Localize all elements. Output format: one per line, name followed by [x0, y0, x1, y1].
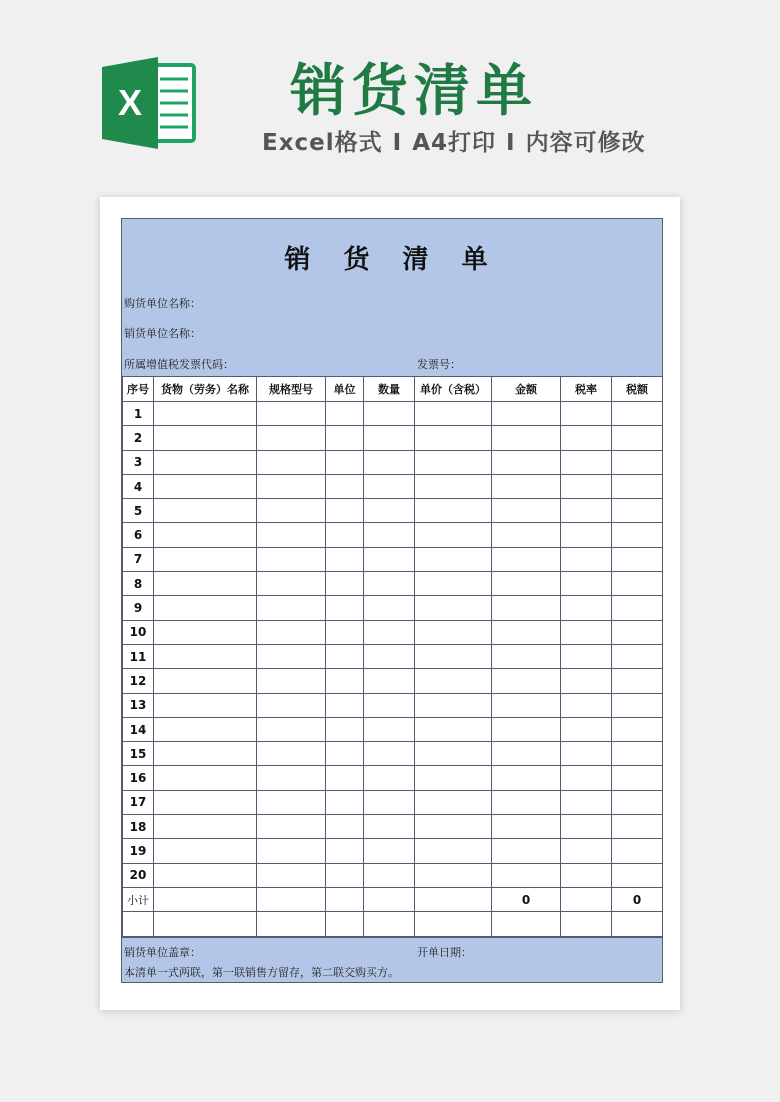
table-cell[interactable]: [364, 596, 415, 620]
table-cell[interactable]: [492, 912, 561, 936]
table-cell[interactable]: [257, 499, 326, 523]
table-cell[interactable]: [364, 815, 415, 839]
table-cell[interactable]: [154, 572, 257, 596]
table-cell[interactable]: [364, 839, 415, 863]
table-cell[interactable]: [561, 572, 612, 596]
table-cell[interactable]: [415, 450, 492, 474]
table-cell[interactable]: [154, 426, 257, 450]
table-cell[interactable]: [612, 790, 663, 814]
table-cell[interactable]: [612, 766, 663, 790]
table-cell[interactable]: [561, 547, 612, 571]
table-cell[interactable]: [257, 766, 326, 790]
table-cell[interactable]: [364, 644, 415, 668]
table-cell[interactable]: [364, 790, 415, 814]
table-cell[interactable]: [612, 596, 663, 620]
table-cell[interactable]: [492, 572, 561, 596]
document-preview: [100, 197, 680, 1010]
table-cell[interactable]: [492, 426, 561, 450]
table-cell[interactable]: [561, 717, 612, 741]
table-cell[interactable]: [123, 912, 154, 936]
table-cell[interactable]: [561, 887, 612, 911]
table-cell[interactable]: [415, 912, 492, 936]
table-cell[interactable]: [154, 450, 257, 474]
logo-letter: X: [117, 82, 143, 123]
table-row: [123, 717, 663, 741]
invoice-number-label: 发票号：: [417, 358, 461, 371]
table-cell[interactable]: [326, 499, 364, 523]
table-row: [123, 474, 663, 498]
row-number: 20: [123, 863, 154, 887]
column-header-unit: 单位: [326, 377, 364, 402]
table-cell[interactable]: [612, 742, 663, 766]
table-cell[interactable]: [415, 402, 492, 426]
table-cell[interactable]: [154, 766, 257, 790]
table-cell[interactable]: [257, 644, 326, 668]
table-cell[interactable]: [257, 669, 326, 693]
subtitle-separator: I: [506, 130, 516, 156]
table-cell[interactable]: [364, 474, 415, 498]
table-cell[interactable]: [492, 596, 561, 620]
table-cell[interactable]: [364, 717, 415, 741]
goods-table: [122, 376, 663, 937]
table-cell[interactable]: [415, 766, 492, 790]
table-cell[interactable]: [612, 474, 663, 498]
table-cell[interactable]: [257, 887, 326, 911]
table-cell[interactable]: [415, 572, 492, 596]
table-cell[interactable]: [415, 499, 492, 523]
table-cell[interactable]: [561, 912, 612, 936]
table-cell[interactable]: [326, 572, 364, 596]
table-cell[interactable]: [612, 839, 663, 863]
subtitle-separator: I: [392, 130, 403, 156]
row-number: 14: [123, 717, 154, 741]
table-cell[interactable]: [492, 693, 561, 717]
row-number: 1: [123, 402, 154, 426]
table-cell[interactable]: [154, 912, 257, 936]
row-number: 16: [123, 766, 154, 790]
table-cell[interactable]: [492, 402, 561, 426]
table-cell[interactable]: [257, 742, 326, 766]
table-cell[interactable]: [154, 717, 257, 741]
table-cell[interactable]: [561, 839, 612, 863]
seal-label: 销货单位盖章：: [124, 946, 201, 959]
row-number: 5: [123, 499, 154, 523]
table-row: [123, 596, 663, 620]
table-cell[interactable]: [612, 815, 663, 839]
table-cell[interactable]: [326, 766, 364, 790]
form-footer: [122, 937, 662, 982]
table-cell[interactable]: [326, 863, 364, 887]
row-number: 8: [123, 572, 154, 596]
table-cell[interactable]: [154, 474, 257, 498]
row-number: 15: [123, 742, 154, 766]
table-cell[interactable]: [154, 863, 257, 887]
issue-date-label: 开单日期：: [417, 946, 472, 959]
table-cell[interactable]: [326, 790, 364, 814]
table-cell[interactable]: [561, 474, 612, 498]
table-cell[interactable]: [612, 426, 663, 450]
table-row: [123, 620, 663, 644]
table-cell[interactable]: [326, 693, 364, 717]
table-cell[interactable]: [492, 863, 561, 887]
subtotal-tax[interactable]: 0: [612, 887, 663, 911]
table-cell[interactable]: [257, 572, 326, 596]
table-cell[interactable]: [492, 742, 561, 766]
table-cell[interactable]: [612, 499, 663, 523]
table-row: [123, 572, 663, 596]
table-cell[interactable]: [257, 912, 326, 936]
table-cell[interactable]: [326, 547, 364, 571]
table-cell[interactable]: [326, 912, 364, 936]
column-header-quantity: 数量: [364, 377, 415, 402]
table-cell[interactable]: [561, 426, 612, 450]
table-cell[interactable]: [415, 547, 492, 571]
table-cell[interactable]: [326, 644, 364, 668]
table-cell[interactable]: [154, 693, 257, 717]
table-cell[interactable]: [415, 790, 492, 814]
table-cell[interactable]: [612, 572, 663, 596]
table-row: [123, 450, 663, 474]
table-cell[interactable]: [257, 790, 326, 814]
table-cell[interactable]: [326, 523, 364, 547]
table-cell[interactable]: [154, 887, 257, 911]
row-number: 10: [123, 620, 154, 644]
table-cell[interactable]: [415, 474, 492, 498]
column-header-tax-amount: 税额: [612, 377, 663, 402]
column-header-amount: 金额: [492, 377, 561, 402]
copies-note: 本清单一式两联，第一联销售方留存，第二联交购买方。: [124, 966, 399, 979]
column-header-tax-rate: 税率: [561, 377, 612, 402]
table-cell[interactable]: [257, 620, 326, 644]
table-cell[interactable]: [364, 499, 415, 523]
table-cell[interactable]: [326, 620, 364, 644]
table-cell[interactable]: [257, 815, 326, 839]
table-cell[interactable]: [364, 426, 415, 450]
row-number: 2: [123, 426, 154, 450]
buyer-name-label: 购货单位名称：: [124, 297, 201, 310]
table-cell[interactable]: [561, 450, 612, 474]
subtotal-row: [123, 887, 663, 911]
table-cell[interactable]: [415, 596, 492, 620]
table-cell[interactable]: [364, 523, 415, 547]
table-cell[interactable]: [415, 717, 492, 741]
page-title: 销货清单: [290, 59, 538, 124]
table-cell[interactable]: [364, 693, 415, 717]
table-cell[interactable]: [612, 693, 663, 717]
table-cell[interactable]: [492, 523, 561, 547]
table-cell[interactable]: [154, 547, 257, 571]
table-cell[interactable]: [492, 474, 561, 498]
table-row: [123, 742, 663, 766]
table-cell[interactable]: [612, 717, 663, 741]
table-cell[interactable]: [326, 839, 364, 863]
table-cell[interactable]: [257, 717, 326, 741]
table-cell[interactable]: [154, 402, 257, 426]
table-cell[interactable]: [154, 742, 257, 766]
row-number: 9: [123, 596, 154, 620]
subtitle-print: A4打印: [412, 130, 497, 156]
subtitle: [262, 124, 646, 157]
table-cell[interactable]: [154, 523, 257, 547]
table-cell[interactable]: [326, 450, 364, 474]
table-cell[interactable]: [364, 912, 415, 936]
table-cell[interactable]: [612, 402, 663, 426]
blank-row: [123, 912, 663, 936]
table-cell[interactable]: [492, 669, 561, 693]
table-cell[interactable]: [415, 863, 492, 887]
table-cell[interactable]: [326, 596, 364, 620]
subtotal-label: 小计: [123, 887, 154, 911]
table-row: [123, 790, 663, 814]
table-cell[interactable]: [326, 887, 364, 911]
table-cell[interactable]: [415, 644, 492, 668]
table-cell[interactable]: [561, 499, 612, 523]
column-header-index: 序号: [123, 377, 154, 402]
row-number: 7: [123, 547, 154, 571]
table-cell[interactable]: [257, 596, 326, 620]
table-cell[interactable]: [561, 402, 612, 426]
subtitle-format: Excel格式: [262, 130, 383, 156]
table-cell[interactable]: [154, 790, 257, 814]
table-cell[interactable]: [612, 644, 663, 668]
table-cell[interactable]: [612, 863, 663, 887]
table-cell[interactable]: [364, 450, 415, 474]
row-number: 6: [123, 523, 154, 547]
table-cell[interactable]: [326, 742, 364, 766]
table-cell[interactable]: [326, 426, 364, 450]
table-cell[interactable]: [561, 863, 612, 887]
table-cell[interactable]: [364, 766, 415, 790]
table-cell[interactable]: [492, 450, 561, 474]
form-header: [122, 219, 662, 376]
table-cell[interactable]: [326, 474, 364, 498]
table-cell[interactable]: [612, 450, 663, 474]
table-cell[interactable]: [492, 644, 561, 668]
table-cell[interactable]: [415, 523, 492, 547]
table-cell[interactable]: [326, 402, 364, 426]
table-cell[interactable]: [415, 742, 492, 766]
seller-name-label: 销货单位名称：: [124, 327, 201, 340]
table-cell[interactable]: [154, 644, 257, 668]
table-row: [123, 863, 663, 887]
sales-list-sheet: [121, 218, 663, 983]
table-cell[interactable]: [492, 839, 561, 863]
table-cell[interactable]: [492, 717, 561, 741]
table-cell[interactable]: [561, 790, 612, 814]
form-title: 销 货 清 单: [284, 245, 500, 275]
table-cell[interactable]: [415, 887, 492, 911]
table-cell[interactable]: [612, 620, 663, 644]
table-cell[interactable]: [257, 402, 326, 426]
table-cell[interactable]: [561, 669, 612, 693]
table-cell[interactable]: [415, 693, 492, 717]
table-cell[interactable]: [612, 912, 663, 936]
row-number: 11: [123, 644, 154, 668]
tax-code-label: 所属增值税发票代码：: [124, 358, 234, 371]
table-cell[interactable]: [561, 742, 612, 766]
table-cell[interactable]: [154, 499, 257, 523]
row-number: 4: [123, 474, 154, 498]
table-row: [123, 693, 663, 717]
table-row: [123, 839, 663, 863]
table-cell[interactable]: [561, 596, 612, 620]
table-cell[interactable]: [415, 839, 492, 863]
table-cell[interactable]: [492, 766, 561, 790]
table-cell[interactable]: [154, 596, 257, 620]
table-row: [123, 644, 663, 668]
table-cell[interactable]: [612, 523, 663, 547]
table-cell[interactable]: [561, 815, 612, 839]
row-number: 12: [123, 669, 154, 693]
table-cell[interactable]: [257, 547, 326, 571]
table-cell[interactable]: [561, 693, 612, 717]
table-cell[interactable]: [561, 620, 612, 644]
table-cell[interactable]: [415, 669, 492, 693]
table-row: [123, 426, 663, 450]
table-cell[interactable]: [326, 815, 364, 839]
table-cell[interactable]: [364, 620, 415, 644]
table-cell[interactable]: [415, 815, 492, 839]
subtitle-editable: 内容可修改: [525, 130, 646, 156]
table-cell[interactable]: [364, 402, 415, 426]
table-cell[interactable]: [257, 474, 326, 498]
table-cell[interactable]: [257, 839, 326, 863]
table-cell[interactable]: [612, 547, 663, 571]
table-cell[interactable]: [364, 742, 415, 766]
table-cell[interactable]: [561, 766, 612, 790]
column-header-goods-name: 货物（劳务）名称: [154, 377, 257, 402]
table-cell[interactable]: [154, 669, 257, 693]
table-cell[interactable]: [257, 450, 326, 474]
table-row: [123, 766, 663, 790]
excel-logo-icon: [100, 57, 200, 149]
column-header-unit-price: 单价（含税）: [415, 377, 492, 402]
table-cell[interactable]: [257, 523, 326, 547]
table-cell[interactable]: [326, 669, 364, 693]
row-number: 17: [123, 790, 154, 814]
table-cell[interactable]: [561, 523, 612, 547]
table-cell[interactable]: [492, 499, 561, 523]
table-cell[interactable]: [492, 620, 561, 644]
table-cell[interactable]: [326, 717, 364, 741]
table-header-row: [123, 377, 663, 402]
table-cell[interactable]: [257, 863, 326, 887]
table-cell[interactable]: [492, 790, 561, 814]
table-cell[interactable]: [154, 839, 257, 863]
row-number: 18: [123, 815, 154, 839]
table-cell[interactable]: [415, 620, 492, 644]
table-row: [123, 499, 663, 523]
table-row: [123, 547, 663, 571]
table-cell[interactable]: [364, 547, 415, 571]
table-cell[interactable]: [364, 863, 415, 887]
table-row: [123, 815, 663, 839]
row-number: 13: [123, 693, 154, 717]
row-number: 3: [123, 450, 154, 474]
table-cell[interactable]: [612, 669, 663, 693]
subtotal-amount[interactable]: 0: [492, 887, 561, 911]
table-cell[interactable]: [364, 669, 415, 693]
table-cell[interactable]: [492, 815, 561, 839]
table-cell[interactable]: [364, 887, 415, 911]
table-cell[interactable]: [364, 572, 415, 596]
table-cell[interactable]: [415, 426, 492, 450]
table-cell[interactable]: [561, 644, 612, 668]
table-row: [123, 402, 663, 426]
row-number: 19: [123, 839, 154, 863]
table-cell[interactable]: [154, 620, 257, 644]
table-row: [123, 523, 663, 547]
table-cell[interactable]: [257, 693, 326, 717]
table-row: [123, 669, 663, 693]
table-cell[interactable]: [154, 815, 257, 839]
column-header-spec: 规格型号: [257, 377, 326, 402]
table-cell[interactable]: [492, 547, 561, 571]
table-cell[interactable]: [257, 426, 326, 450]
